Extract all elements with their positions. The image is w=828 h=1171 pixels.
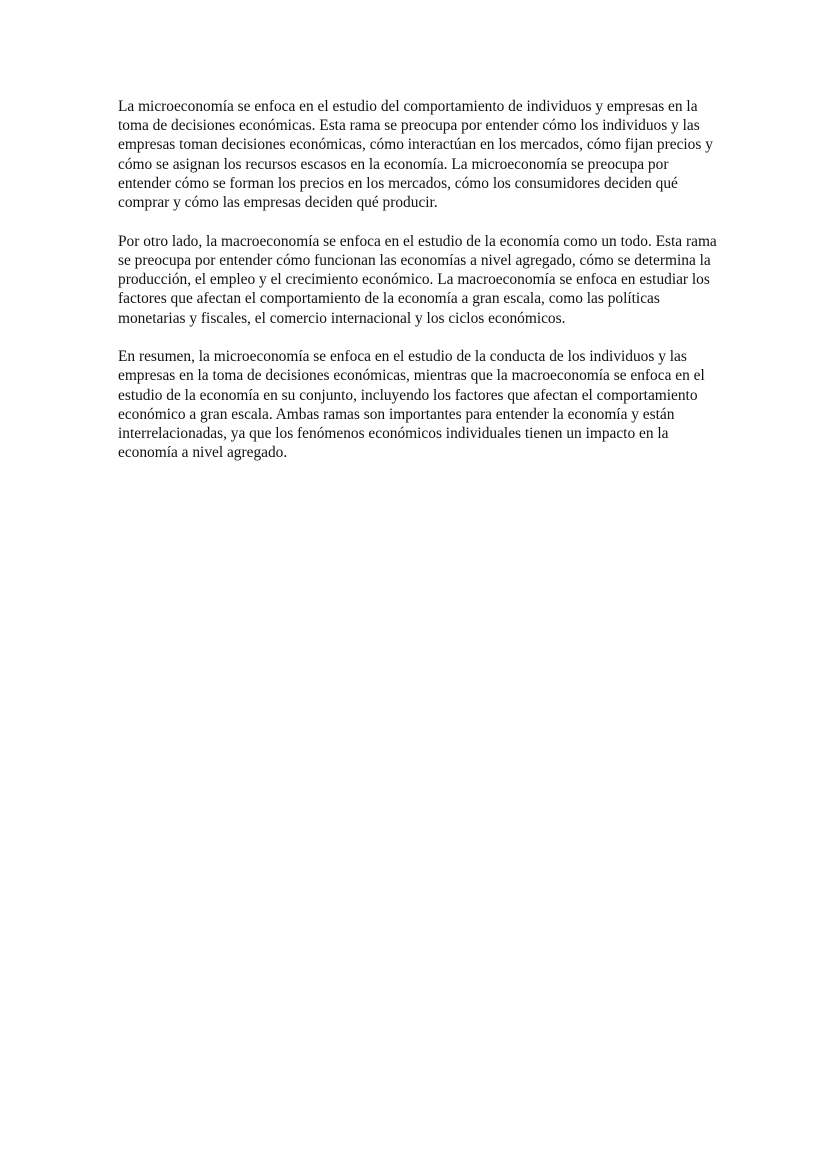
paragraph-resumen: En resumen, la microeconomía se enfoca en el estudio de la conducta de los individuos y las empresas en la toma de decisiones económicas, mientras que la macroeconomía se enfoca en el estudio de la economía en su conjunto, incluyendo los factores que afectan el comportamiento económico a gran escala. Ambas ramas son importantes para entender la economía y están interrelacionadas, ya que los fenómenos económicos individuales tienen un impacto en la economía a nivel agregado. <box>118 348 705 462</box>
document-body <box>118 97 718 482</box>
paragraph-macroeconomia: Por otro lado, la macroeconomía se enfoca en el estudio de la economía como un todo. Esta rama se preocupa por entender cómo funcionan las economías a nivel agregado, cómo se determina la producción, el empleo y el crecimiento económico. La macroeconomía se enfoca en estudiar los factores que afectan el comportamiento de la economía a gran escala, como las políticas monetarias y fiscales, el comercio internacional y los ciclos económicos. <box>118 232 717 327</box>
paragraph-microeconomia: La microeconomía se enfoca en el estudio del comportamiento de individuos y empresas en la toma de decisiones económicas. Esta rama se preocupa por entender cómo los individuos y las empresas toman decisiones económicas, cómo interactúan en los mercados, cómo fijan precios y cómo se asignan los recursos escasos en la economía. La microeconomía se preocupa por entender cómo se forman los precios en los mercados, cómo los consumidores deciden qué comprar y cómo las empresas deciden qué producir. <box>118 98 713 212</box>
